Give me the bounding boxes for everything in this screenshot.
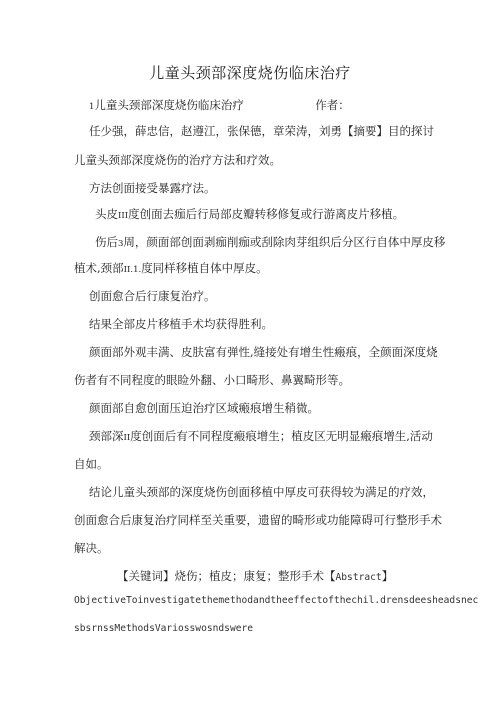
scalp-line: 头皮III度创面去痂后行局部皮瓣转移修复或行游离皮片移植。 — [95, 207, 405, 221]
english-line-1: ObjectiveToinvestigatethemethodandtheeffectofthechil.drensdeesheadsnec — [74, 595, 479, 606]
results-line: 结果全部皮片移植手术均获得胜利。 — [89, 317, 273, 331]
face-result-line-2: 伤者有不同程度的眼睑外翻、小口畸形、鼻翼畸形等。 — [74, 373, 350, 387]
face-line-1: 伤后3周，颜面部创面剥痂削痂或刮除肉芽组织后分区行自体中厚皮移 — [95, 235, 446, 249]
conclusion-line-1: 结论儿童头颈部的深度烧伤创面移植中厚皮可获得较为满足的疗效， — [89, 485, 434, 499]
conclusion-line-3: 解决。 — [74, 541, 109, 555]
conclusion-line-2: 创面愈合后康复治疗同样至关重要，遗留的畸形或功能障碍可行整形手术 — [74, 513, 442, 527]
pressure-line: 颜面部自愈创面压迫治疗区域瘢痕增生稍微。 — [89, 401, 319, 415]
authors-line-2: 儿童头颈部深度烧伤的治疗方法和疗效。 — [74, 153, 281, 167]
header-line — [89, 98, 350, 114]
methods-line: 方法创面接受暴露疗法。 — [89, 181, 216, 195]
rehab-line: 创面愈合后行康复治疗。 — [89, 289, 216, 303]
face-line-2: 植术,颈部II.1.度同样移植自体中厚皮。 — [74, 261, 268, 275]
keywords-line: 【关键词】烧伤；植皮；康复；整形手术【Abstract】 — [117, 569, 394, 583]
author-label: 作者： — [315, 98, 350, 112]
scalp-degree: III — [118, 211, 129, 221]
neck-line-2: 自如。 — [74, 457, 109, 471]
header-title: 儿童头颈部深度烧伤临床治疗 — [94, 98, 244, 112]
abstract-label: Abstract — [335, 572, 382, 583]
face-result-line-1: 颜面部外观丰满、皮肤富有弹性,缝接处有增生性瘢痕，全颜面深度烧 — [89, 345, 438, 359]
authors-line-1: 任少强，薛忠信，赵遵江，张保德，章荣涛，刘勇【摘要】目的探讨 — [89, 124, 434, 138]
english-line-2: sbsrnssMethodsVariosswosndswere — [74, 623, 254, 634]
neck-line-1: 颈部深II度创面后有不同程度瘢痕增生；植皮区无明显瘢痕增生,活动 — [89, 429, 433, 443]
header-number: 1 — [89, 102, 95, 112]
document-title: 儿童头颈部深度烧伤临床治疗 — [149, 64, 351, 82]
